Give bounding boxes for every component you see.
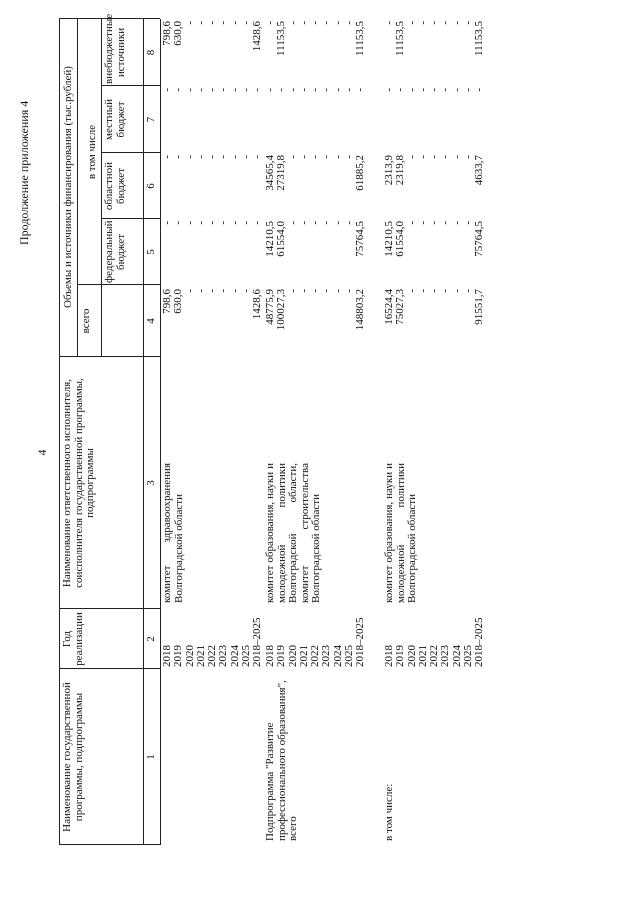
cell-years: 2023 [320,645,333,667]
executor-name: комитет здравоохранения Волгоградской области [161,463,185,603]
col-number-2: 2 [145,636,157,642]
cell-local: - [383,88,395,92]
cell-regional: - [320,155,333,159]
cell-local: - [416,88,429,92]
cell-extrabudget: 11153,5 [354,21,367,56]
cell-local: - [275,88,288,92]
cell-regional: 2319,8 [394,155,407,186]
cell-total: 100027,3 [275,289,288,331]
cell-regional: - [439,155,452,159]
cell-regional: - [428,155,441,159]
cell-local: - [473,88,486,92]
cell-years: 2018–2025 [251,617,264,667]
cell-regional: - [297,155,310,159]
cell-total: 91551,7 [473,289,486,325]
cell-extrabudget: - [217,21,230,25]
executor-name: комитет образования, науки и молодежной политики Волгоградской области, комитет строительства Волгоградской области [264,463,323,603]
cell-federal: - [428,221,441,225]
header-total: всего [80,308,92,334]
cell-total: - [450,289,463,293]
cell-regional: - [217,155,230,159]
column-extrabudget [384,21,486,84]
cell-total: - [343,289,356,293]
col-number-7: 7 [145,116,157,123]
cell-total: - [217,289,230,293]
cell-total: - [286,289,299,293]
cell-federal: 61554,0 [394,221,407,257]
number-row-bottom-border [160,19,161,845]
header-regional: областной бюджет [103,161,127,211]
cell-total: - [206,289,219,293]
cell-local: - [264,88,276,92]
cell-extrabudget: - [297,21,310,25]
cell-local: - [251,88,264,92]
cell-years: 2019 [275,645,288,667]
column-regional [162,155,264,217]
col-number-1: 1 [145,754,157,760]
program-name: Подпрограмма "Развитие профессионального образования", всего [264,680,300,841]
col-number-5: 5 [145,249,157,255]
cell-regional: - [183,155,196,159]
cell-total: - [309,289,322,293]
cell-extrabudget: - [428,21,441,25]
cell-regional: 34565,4 [264,155,276,191]
cell-federal: - [240,221,253,225]
column-total [265,289,367,353]
cell-regional: - [462,155,475,159]
cell-federal: 14210,5 [264,221,276,257]
cell-federal: - [183,221,196,225]
cell-total: 75027,3 [394,289,407,325]
cell-regional: - [228,155,241,159]
column-federal [384,221,486,283]
cell-years: 2020 [286,645,299,667]
column-total [384,289,486,353]
cell-local: - [309,88,322,92]
cell-extrabudget: - [416,21,429,25]
column-local [265,88,367,151]
cell-federal: - [331,221,344,225]
table-top-border [59,19,60,845]
cell-extrabudget: 11153,5 [394,21,407,56]
cell-local: - [297,88,310,92]
column-regional [384,155,486,217]
column-local [162,88,264,151]
header-bottom-border [143,19,144,845]
column-federal [265,221,367,283]
cell-local: - [462,88,475,92]
cell-local: - [320,88,333,92]
cell-total: - [183,289,196,293]
continuation-note: Продолжение приложения 4 [17,100,31,245]
cell-local: - [240,88,253,92]
cell-federal: - [206,221,219,225]
cell-federal: - [172,221,185,225]
cell-extrabudget: - [343,21,356,25]
page-number: 4 [35,449,49,456]
cell-regional: 27319,8 [275,155,288,191]
cell-total: - [439,289,452,293]
cell-years: 2022 [309,645,322,667]
cell-total: - [240,289,253,293]
cell-total: - [462,289,475,293]
cell-local: - [450,88,463,92]
cell-local: - [183,88,196,92]
cell-federal: - [194,221,207,225]
column-extrabudget [162,21,264,84]
cell-years: 2021 [416,645,429,667]
cell-years: 2018 [264,645,276,667]
cell-regional: 2313,9 [383,155,395,186]
cell-extrabudget: - [228,21,241,25]
cell-years: 2019 [394,645,407,667]
cell-years: 2018–2025 [473,617,486,667]
cell-extrabudget: 798,6 [161,21,173,46]
funding-group-divider [77,19,78,357]
cell-extrabudget: 630,0 [172,21,185,46]
cell-regional: 4633,7 [473,155,486,186]
cell-years: 2021 [297,645,310,667]
col-number-4: 4 [145,318,157,324]
cell-local: - [439,88,452,92]
column-years [384,611,486,667]
cell-federal: - [343,221,356,225]
col-divider-3 [59,356,160,357]
table-left-border [59,844,160,845]
cell-regional: - [343,155,356,159]
cell-federal: 75764,5 [354,221,367,257]
cell-extrabudget: - [439,21,452,25]
cell-federal: - [320,221,333,225]
cell-extrabudget: 1428,6 [251,21,264,52]
cell-years: 2018–2025 [354,617,367,667]
cell-total: 48775,9 [264,289,276,325]
cell-years: 2018 [383,645,395,667]
cell-federal: - [251,221,264,225]
cell-regional: - [194,155,207,159]
cell-regional: - [240,155,253,159]
cell-federal: - [161,221,173,225]
cell-regional: - [309,155,322,159]
cell-local: - [194,88,207,92]
cell-years: 2023 [439,645,452,667]
cell-total: - [194,289,207,293]
cell-local: - [286,88,299,92]
cell-total: - [320,289,333,293]
cell-extrabudget: - [320,21,333,25]
cell-federal: 14210,5 [383,221,395,257]
cell-extrabudget: - [286,21,299,25]
cell-local: - [172,88,185,92]
cell-federal: - [286,221,299,225]
cell-total: - [297,289,310,293]
cell-regional: - [161,155,173,159]
cell-local: - [331,88,344,92]
cell-local: - [394,88,407,92]
cell-total: - [416,289,429,293]
program-name: в том числе: [383,783,395,841]
cell-local: - [428,88,441,92]
cell-extrabudget: - [383,21,395,25]
cell-local: - [206,88,219,92]
cell-federal: - [297,221,310,225]
cell-regional: - [251,155,264,159]
cell-years: 2019 [172,645,185,667]
cell-federal: 61554,0 [275,221,288,257]
cell-federal: - [309,221,322,225]
cell-total: - [228,289,241,293]
cell-regional: - [286,155,299,159]
cell-years: 2025 [240,645,253,667]
cell-extrabudget: - [462,21,475,25]
header-col3: Наименование ответственного исполнителя, соисполнителя государственной программы, подпрограммы [61,378,97,588]
cell-years: 2025 [343,645,356,667]
column-local [384,88,486,151]
header-in-that-number: в том числе [86,124,98,180]
cell-local: - [354,88,367,92]
cell-federal: - [450,221,463,225]
header-extrabudget: внебюджетные источники [103,13,127,84]
cell-total: 630,0 [172,289,185,314]
cell-total: - [428,289,441,293]
cell-extrabudget: - [183,21,196,25]
column-federal [162,221,264,283]
cell-years: 2024 [228,645,241,667]
column-regional [265,155,367,217]
cell-federal: - [439,221,452,225]
header-col2: Год реализации [61,612,85,666]
cell-total: 1428,6 [251,289,264,320]
cell-extrabudget: - [206,21,219,25]
cell-years: 2024 [331,645,344,667]
cell-years: 2021 [194,645,207,667]
col-number-6: 6 [145,183,157,189]
cell-regional: - [206,155,219,159]
col-divider-2 [59,608,160,609]
cell-years: 2022 [428,645,441,667]
cell-extrabudget: - [194,21,207,25]
cell-local: - [217,88,230,92]
cell-years: 2025 [462,645,475,667]
cell-regional: 61885,2 [354,155,367,191]
cell-extrabudget: - [240,21,253,25]
cell-local: - [343,88,356,92]
cell-total: - [331,289,344,293]
col-number-8: 8 [145,49,157,56]
cell-regional: - [405,155,418,159]
cell-years: 2020 [183,645,196,667]
column-years [265,611,367,667]
cell-regional: - [416,155,429,159]
col-divider-1 [59,668,160,669]
cell-extrabudget: - [450,21,463,25]
cell-extrabudget: 11153,5 [473,21,486,56]
cell-regional: - [172,155,185,159]
col-number-3: 3 [145,480,157,486]
cell-total: 148803,2 [354,289,367,331]
header-federal: федеральный бюджет [103,220,127,283]
cell-years: 2024 [450,645,463,667]
cell-extrabudget: - [405,21,418,25]
column-extrabudget [265,21,367,84]
column-years [162,611,264,667]
cell-years: 2022 [206,645,219,667]
cell-regional: - [450,155,463,159]
cell-regional: - [331,155,344,159]
cell-years: 2018 [161,645,173,667]
cell-local: - [228,88,241,92]
cell-local: - [405,88,418,92]
column-total [162,289,264,353]
cell-total: 16524,4 [383,289,395,325]
cell-federal: - [416,221,429,225]
subheader-divider [101,19,102,357]
header-funding-group: Объемы и источники финансирования (тыс.рублей) [62,66,74,308]
cell-years: 2020 [405,645,418,667]
cell-total: 798,6 [161,289,173,314]
cell-local: - [161,88,173,92]
cell-extrabudget: 11153,5 [275,21,288,56]
executor-name: комитет образования, науки и молодежной политики Волгоградской области [383,463,419,603]
cell-federal: - [405,221,418,225]
header-local: местный бюджет [103,99,127,140]
cell-extrabudget: - [331,21,344,25]
cell-federal: - [217,221,230,225]
cell-federal: - [228,221,241,225]
cell-federal: 75764,5 [473,221,486,257]
cell-federal: - [462,221,475,225]
cell-extrabudget: - [264,21,276,25]
header-col1: Наименование государственной программы, подпрограммы [61,682,85,832]
cell-years: 2023 [217,645,230,667]
cell-total: - [405,289,418,293]
cell-extrabudget: - [309,21,322,25]
